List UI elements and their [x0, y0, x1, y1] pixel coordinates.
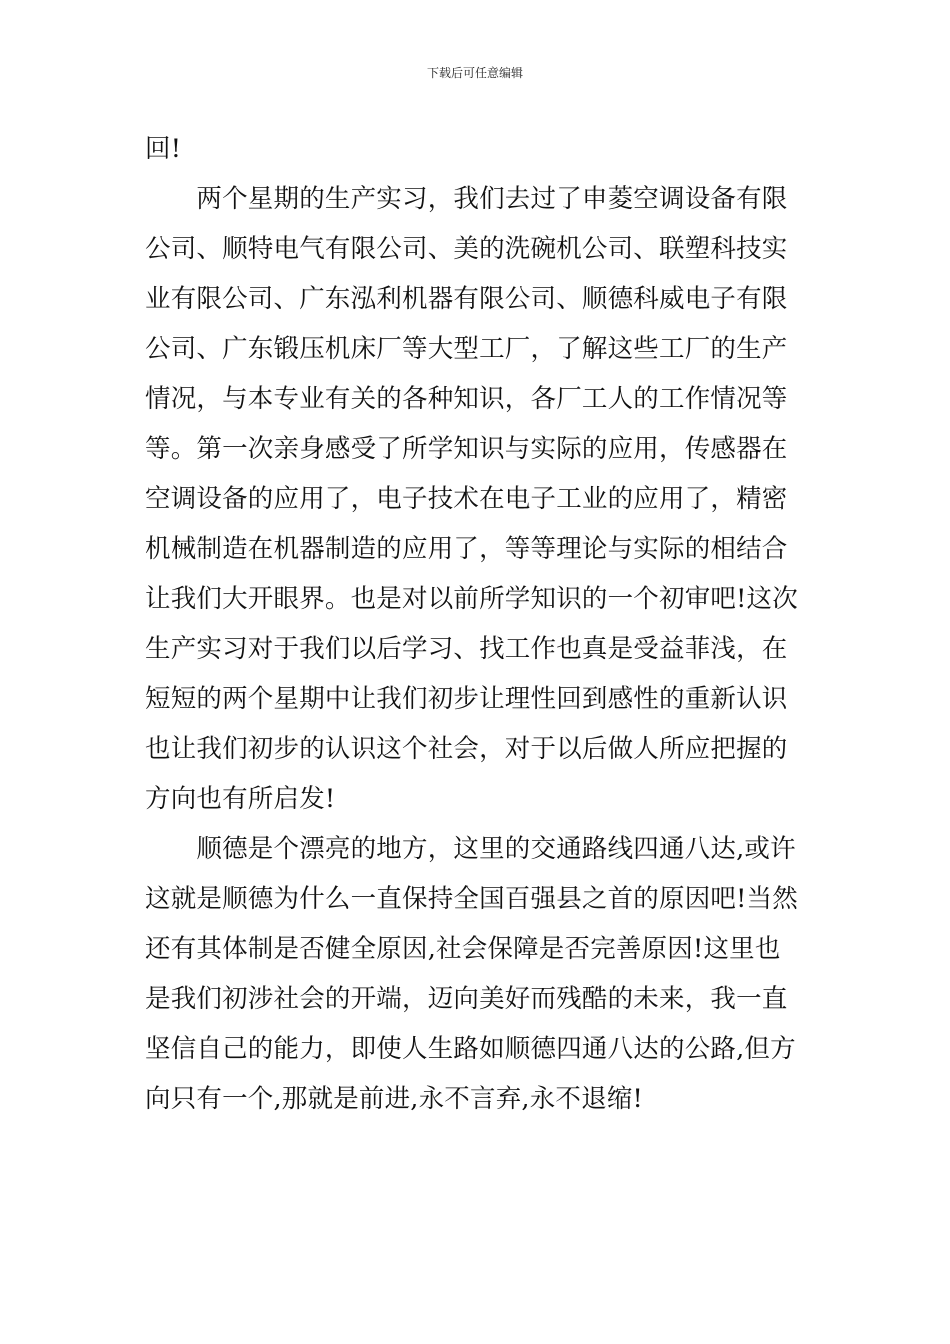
- text-line: 机械制造在机器制造的应用了，等等理论与实际的相结合: [145, 534, 788, 564]
- text-line: 这就是顺德为什么一直保持全国百强县之首的原因吧!当然: [145, 884, 798, 914]
- text-line: 空调设备的应用了，电子技术在电子工业的应用了，精密: [145, 484, 788, 514]
- text-line: 顺德是个漂亮的地方，这里的交通路线四通八达,或许: [145, 834, 796, 864]
- text-line: 让我们大开眼界。也是对以前所学知识的一个初审吧!这次: [145, 584, 798, 614]
- text-line: 坚信自己的能力，即使人生路如顺德四通八达的公路,但方: [145, 1034, 796, 1064]
- text-line: 方向也有所启发!: [145, 784, 336, 814]
- text-line: 等。第一次亲身感受了所学知识与实际的应用，传感器在: [145, 434, 788, 464]
- text-line: 也让我们初步的认识这个社会，对于以后做人所应把握的: [145, 734, 788, 764]
- text-line: 业有限公司、广东泓利机器有限公司、顺德科威电子有限: [145, 284, 788, 314]
- page-header: 下载后可任意编辑: [426, 66, 523, 80]
- text-line: 情况，与本专业有关的各种知识，各厂工人的工作情况等: [145, 384, 788, 414]
- text-line: 是我们初涉社会的开端，迈向美好而残酷的未来，我一直: [145, 984, 788, 1014]
- text-line: 两个星期的生产实习，我们去过了申菱空调设备有限: [145, 184, 788, 214]
- text-line: 生产实习对于我们以后学习、找工作也真是受益菲浅，在: [145, 634, 788, 664]
- text-line: 还有其体制是否健全原因,社会保障是否完善原因!这里也: [145, 934, 781, 964]
- text-line: 短短的两个星期中让我们初步让理性回到感性的重新认识: [145, 684, 788, 714]
- text-line: 公司、广东锻压机床厂等大型工厂，了解这些工厂的生产: [145, 334, 788, 364]
- text-line: 公司、顺特电气有限公司、美的洗碗机公司、联塑科技实: [145, 234, 788, 264]
- text-line: 回!: [145, 134, 182, 164]
- text-line: 向只有一个,那就是前进,永不言弃,永不退缩!: [145, 1084, 643, 1114]
